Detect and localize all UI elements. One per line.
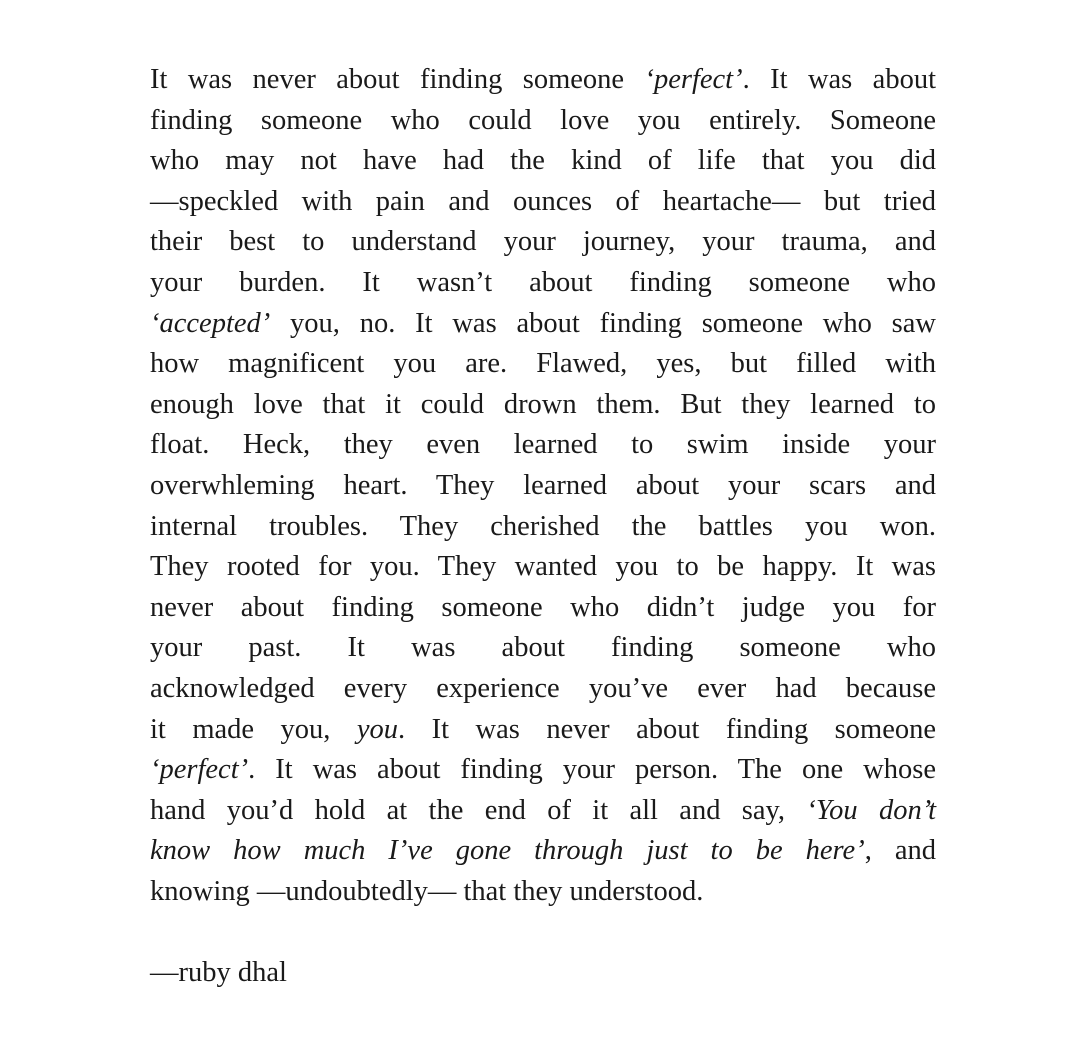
quote-line: your past. It was about finding someone who: [150, 632, 936, 664]
attribution: —ruby dhal: [150, 957, 287, 989]
quote-line: ‘perfect’. It was about finding your person. The one whose: [150, 754, 936, 786]
quote-line: how magnificent you are. Flawed, yes, but filled with: [150, 348, 936, 380]
quote-line: knowing —undoubtedly— that they understood.: [150, 875, 704, 907]
quote-line: float. Heck, they even learned to swim inside your: [150, 429, 936, 461]
quote-line: finding someone who could love you entirely. Someone: [150, 104, 936, 136]
quote-line: enough love that it could drown them. But they learned to: [150, 388, 936, 420]
quote-line: know how much I’ve gone through just to be here’, and: [150, 835, 936, 867]
quote-line: your burden. It wasn’t about finding someone who: [150, 266, 936, 298]
quote-line: overwhleming heart. They learned about your scars and: [150, 469, 936, 501]
quote-line: —speckled with pain and ounces of heartache— but tried: [150, 185, 936, 217]
quote-line: They rooted for you. They wanted you to be happy. It was: [150, 551, 936, 583]
quote-line: it made you, you. It was never about finding someone: [150, 713, 936, 745]
quote-line: internal troubles. They cherished the battles you won.: [150, 510, 936, 542]
quote-line: who may not have had the kind of life that you did: [150, 145, 936, 177]
quote-line: acknowledged every experience you’ve ever had because: [150, 672, 936, 704]
quote-page: [150, 60, 936, 994]
quote-line: never about finding someone who didn’t judge you for: [150, 591, 936, 623]
quote-line: ‘accepted’ you, no. It was about finding someone who saw: [150, 307, 936, 339]
quote-line: hand you’d hold at the end of it all and say, ‘You don’t: [150, 794, 936, 826]
quote-line: It was never about finding someone ‘perfect’. It was about: [150, 64, 936, 95]
quote-line: their best to understand your journey, your trauma, and: [150, 226, 936, 258]
